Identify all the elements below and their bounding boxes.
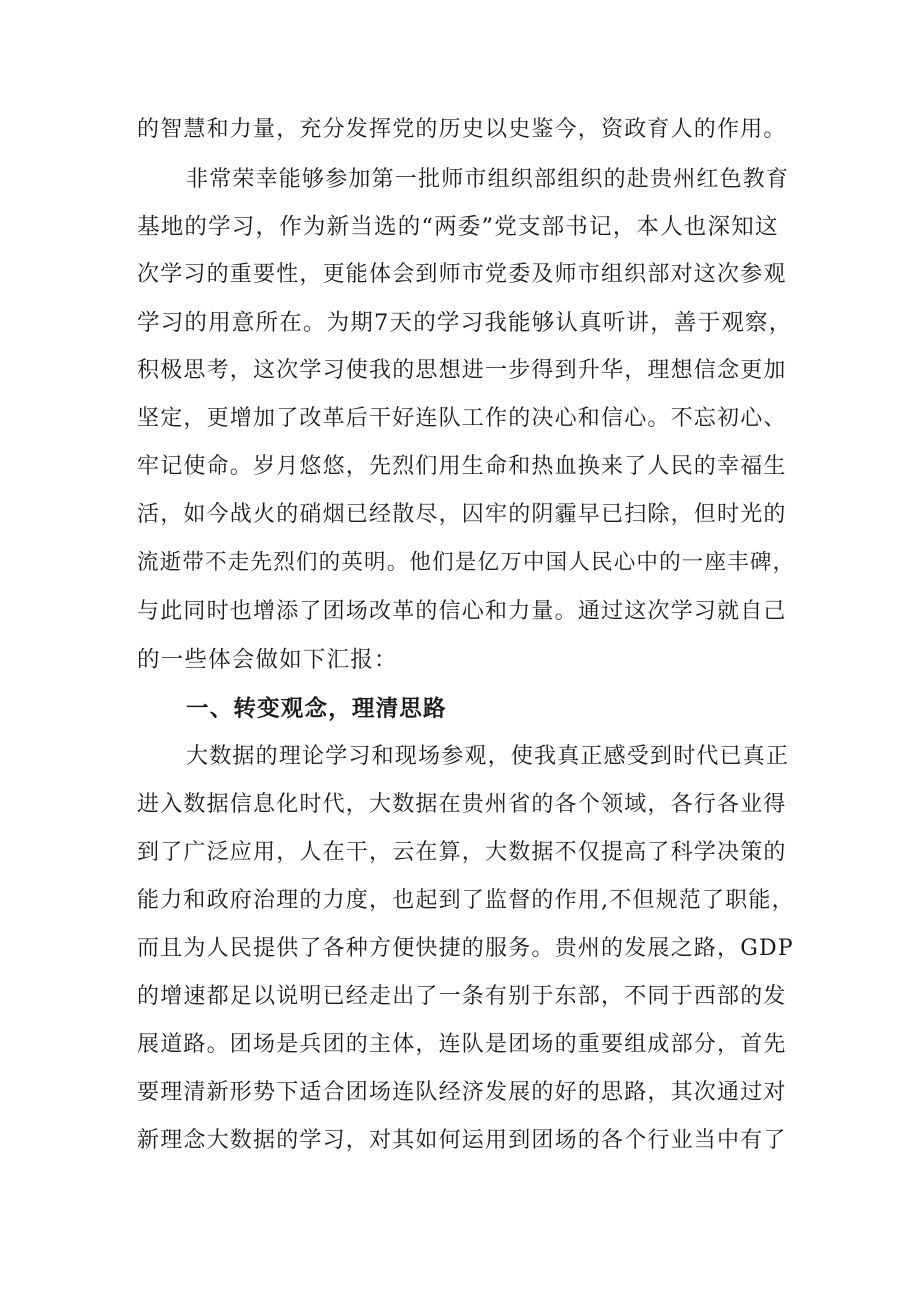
- section-heading: 一、转变观念，理清思路: [186, 696, 447, 722]
- text-line: 积极思考，这次学习使我的思想进一步得到升华，理想信念更加: [137, 358, 787, 383]
- text-line: 流逝带不走先烈们的英明。他们是亿万中国人民心中的一座丰碑，: [137, 550, 796, 575]
- text-line: 活，如今战火的硝烟已经散尽，囚牢的阴霾早已扫除，但时光的: [137, 502, 787, 527]
- paragraph-start-line: 非常荣幸能够参加第一批师市组织部组织的赴贵州红色教育: [186, 167, 790, 192]
- text-line: 的智慧和力量，充分发挥党的历史以史鉴今，资政育人的作用。: [137, 117, 787, 142]
- text-line: 展道路。团场是兵团的主体，连队是团场的重要组成部分，首先: [137, 1032, 787, 1057]
- text-line: 的增速都足以说明已经走出了一条有别于东部，不同于西部的发: [137, 984, 787, 1009]
- text-line: 基地的学习，作为新当选的“两委”党支部书记，本人也深知这: [137, 214, 779, 240]
- text-line: 坚定，更增加了改革后干好连队工作的决心和信心。不忘初心、: [137, 406, 787, 431]
- text-line: 学习的用意所在。为期7天的学习我能够认真听讲，善于观察，: [137, 310, 793, 336]
- text-line: 次学习的重要性，更能体会到师市党委及师市组织部对这次参观: [137, 262, 787, 287]
- text-line: 进入数据信息化时代，大数据在贵州省的各个领域，各行各业得: [137, 792, 787, 817]
- text-line: 与此同时也增添了团场改革的信心和力量。通过这次学习就自己: [137, 599, 787, 624]
- text-line: 牢记使命。岁月悠悠，先烈们用生命和热血换来了人民的幸福生: [137, 454, 787, 479]
- text-line: 要理清新形势下适合团场连队经济发展的好的思路，其次通过对: [137, 1080, 787, 1105]
- text-line: 的一些体会做如下汇报：: [137, 647, 398, 673]
- text-line: 而且为人民提供了各种方便快捷的服务。贵州的发展之路，GDP: [137, 936, 794, 961]
- paragraph-start-line: 大数据的理论学习和现场参观，使我真正感受到时代已真正: [186, 744, 790, 769]
- text-line: 到了广泛应用，人在干，云在算，大数据不仅提高了科学决策的: [137, 840, 787, 865]
- text-line: 能力和政府治理的力度，也起到了监督的作用,不但规范了职能，: [137, 888, 795, 913]
- text-line: 新理念大数据的学习，对其如何运用到团场的各个行业当中有了: [137, 1128, 787, 1153]
